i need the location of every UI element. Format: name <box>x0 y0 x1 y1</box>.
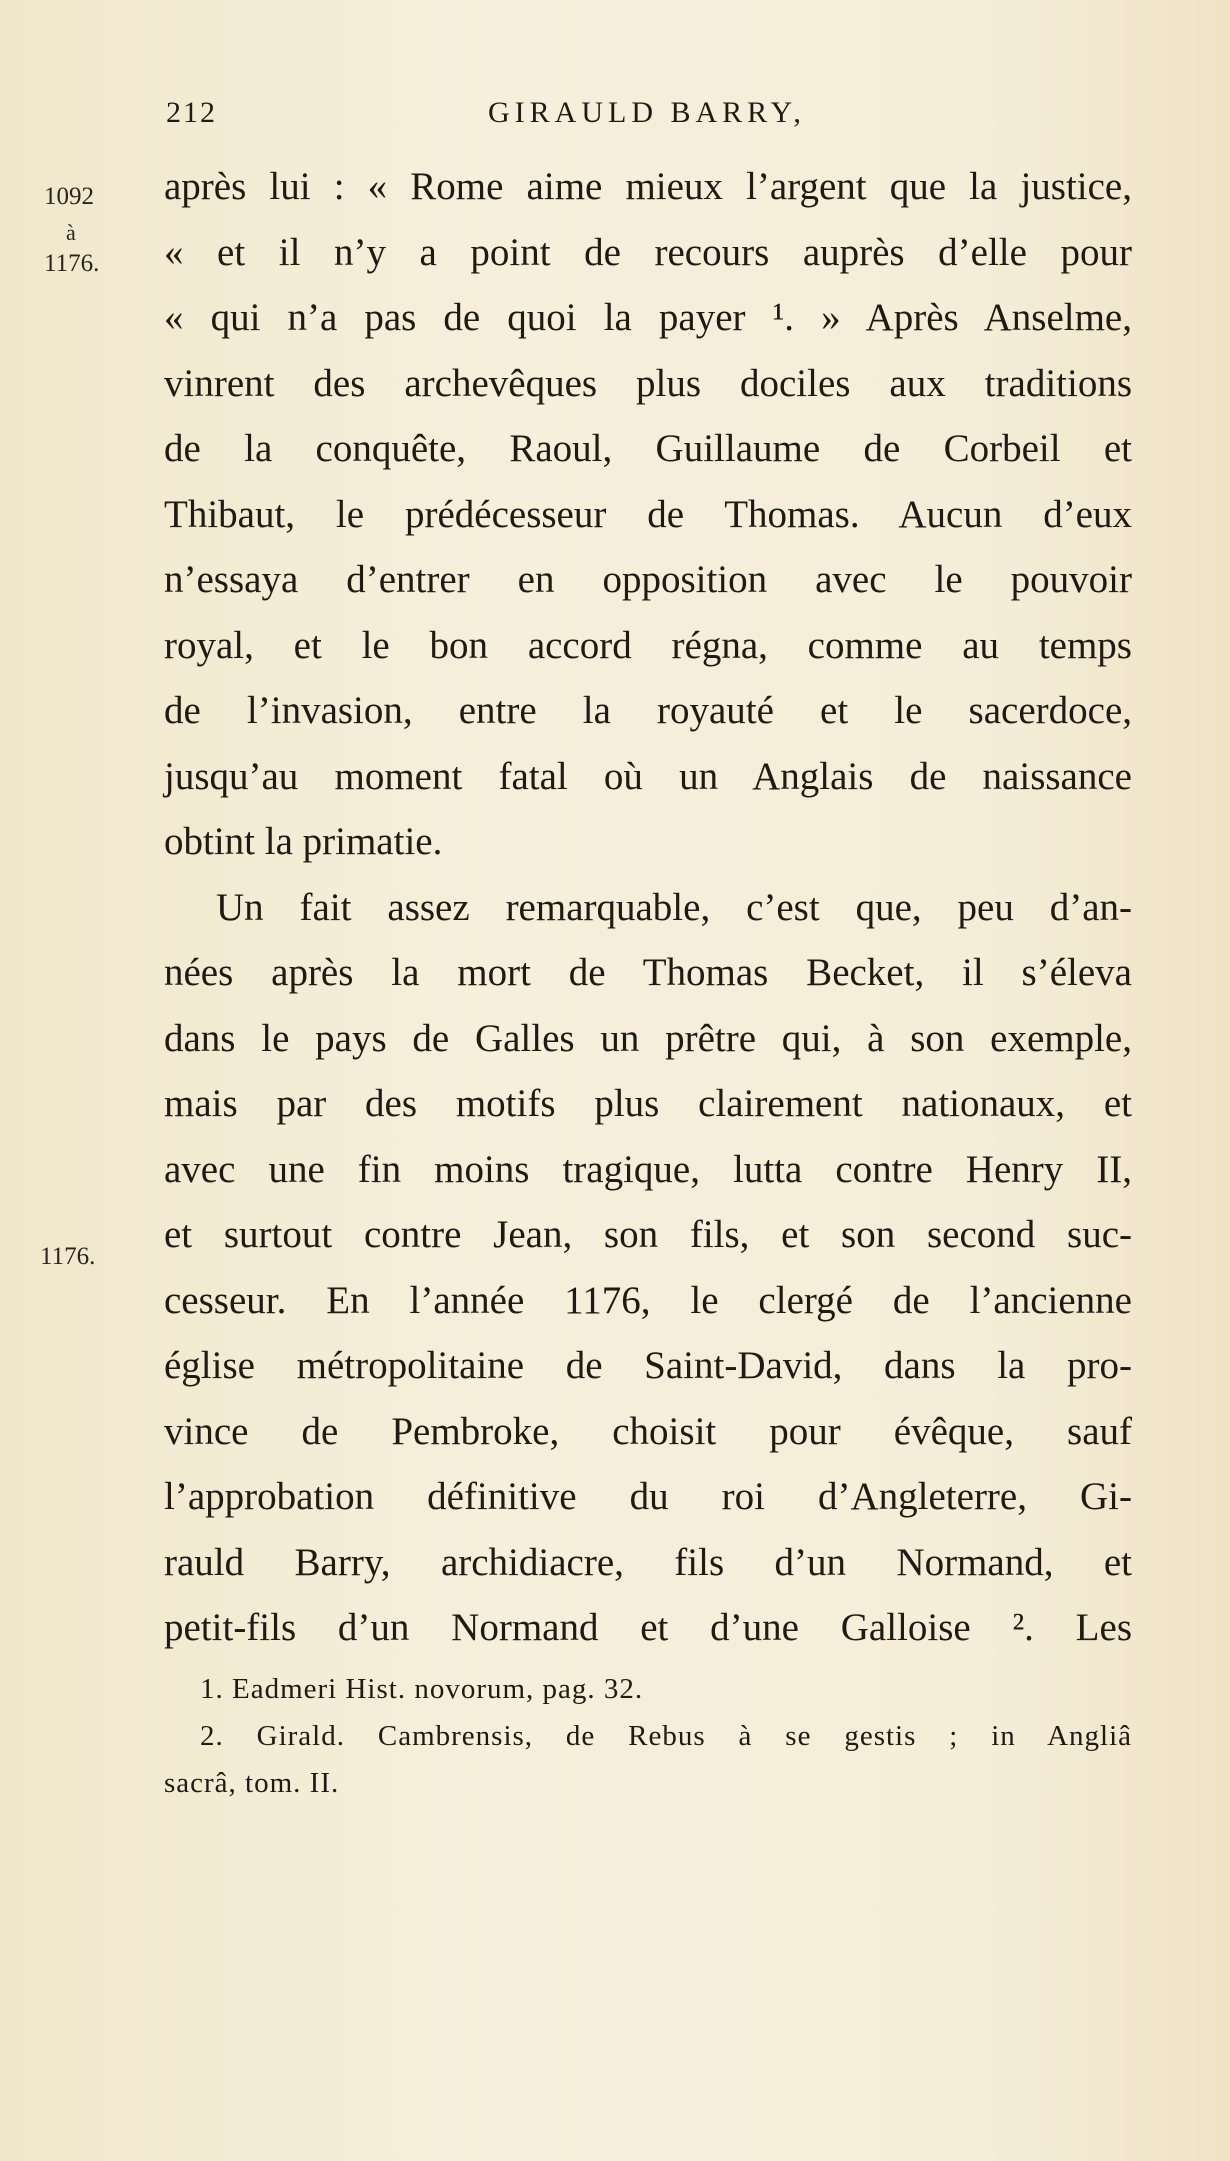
text-line: royal, et le bon accord régna, comme au temps <box>164 623 1132 667</box>
margin-date-end: 1176. <box>44 250 100 277</box>
running-title: GIRAULD BARRY, <box>488 96 806 129</box>
text-line: Un fait assez remarquable, c’est que, peu d’an- <box>216 885 1132 929</box>
text-line: mais par des motifs plus clairement nationaux, et <box>164 1082 1132 1125</box>
footnote-2: 2. Girald. Cambrensis, de Rebus à se gestis ; in Angliâ <box>200 1720 1132 1752</box>
text-line: église métropolitaine de Saint-David, dans la pro- <box>164 1344 1132 1387</box>
text-line: rauld Barry, archidiacre, fils d’un Normand, et <box>164 1540 1132 1584</box>
margin-date-start: 1092 <box>44 183 94 210</box>
text-line: obtint la primatie. <box>164 820 443 863</box>
text-line: « qui n’a pas de quoi la payer ¹. » Après Anselme, <box>164 296 1132 339</box>
text-line: dans le pays de Galles un prêtre qui, à son exemple, <box>164 1016 1132 1060</box>
text-line: jusqu’au moment fatal où un Anglais de naissance <box>164 754 1132 798</box>
text-line: nées après la mort de Thomas Becket, il s’éleva <box>164 951 1132 994</box>
text-line: et surtout contre Jean, son fils, et son second suc- <box>164 1213 1132 1256</box>
text-line: Thibaut, le prédécesseur de Thomas. Aucun d’eux <box>164 492 1132 536</box>
body-text <box>164 154 1132 1661</box>
text-line: petit-fils d’un Normand et d’une Galloise ². Les <box>164 1606 1132 1649</box>
text-line: « et il n’y a point de recours auprès d’elle pour <box>164 230 1132 274</box>
text-line: l’approbation définitive du roi d’Angleterre, Gi- <box>164 1475 1132 1518</box>
footnotes <box>164 1666 1132 1807</box>
text-line: après lui : « Rome aime mieux l’argent que la justice, <box>164 165 1132 208</box>
margin-date-a: à <box>66 220 76 245</box>
footnote-2-continued: sacrâ, tom. II. <box>164 1767 340 1799</box>
text-line: vinrent des archevêques plus dociles aux traditions <box>164 361 1132 405</box>
text-line: avec une fin moins tragique, lutta contre Henry II, <box>164 1147 1132 1191</box>
text-line: cesseur. En l’année 1176, le clergé de l’ancienne <box>164 1278 1132 1322</box>
text-line: de la conquête, Raoul, Guillaume de Corbeil et <box>164 427 1132 470</box>
running-head <box>166 96 1126 136</box>
margin-date-later: 1176. <box>40 1243 96 1270</box>
footnote-1: 1. Eadmeri Hist. novorum, pag. 32. <box>200 1673 644 1705</box>
page-number: 212 <box>166 96 217 129</box>
text-line: n’essaya d’entrer en opposition avec le pouvoir <box>164 558 1132 601</box>
text-line: vince de Pembroke, choisit pour évêque, sauf <box>164 1409 1132 1453</box>
text-line: de l’invasion, entre la royauté et le sacerdoce, <box>164 689 1132 732</box>
